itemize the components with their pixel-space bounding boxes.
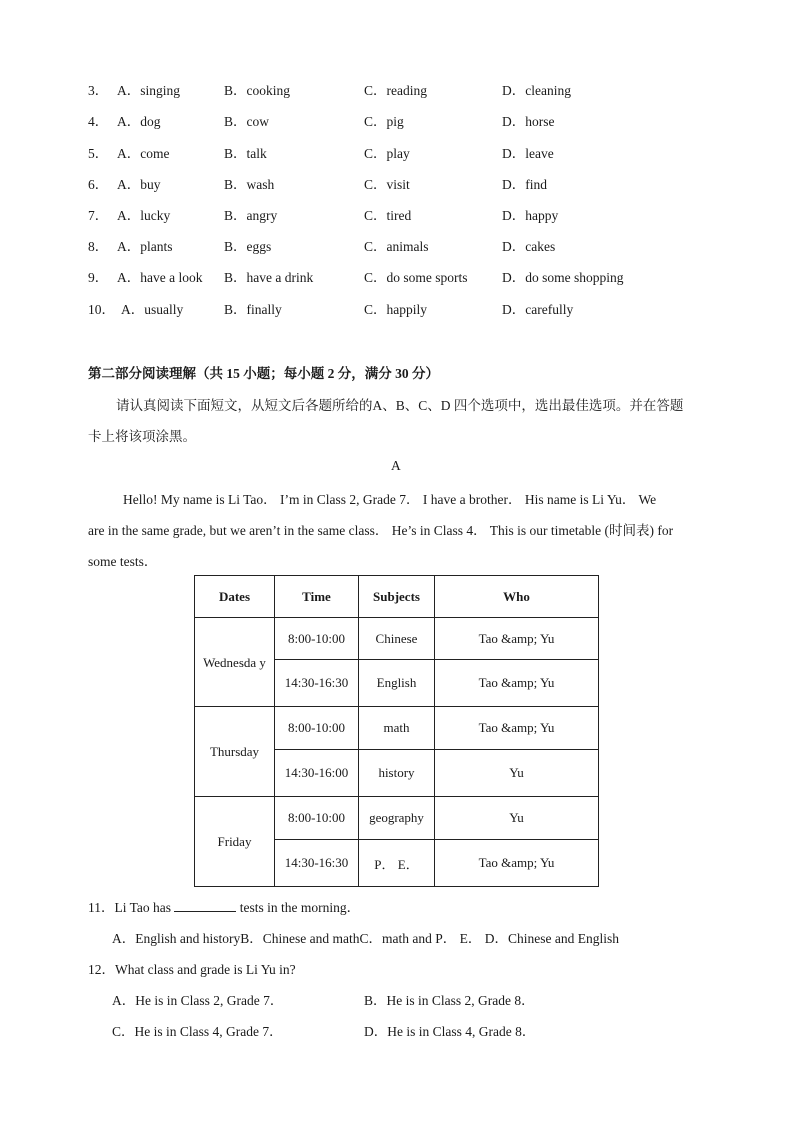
question-12-option-a: A．He is in Class 2, Grade 7．	[112, 993, 284, 1008]
time-cell: 8:00-10:00	[275, 797, 359, 840]
header-subjects: Subjects	[359, 576, 435, 618]
option-b: B．talk	[224, 146, 267, 161]
option-a: A．have a look	[117, 270, 203, 285]
question-number: 7．	[88, 208, 109, 223]
question-11-stem-end: tests in the morning．	[239, 900, 361, 915]
subject-cell: geography	[359, 797, 435, 840]
subject-cell: math	[359, 707, 435, 750]
subject-cell: P． E．	[359, 840, 435, 887]
time-cell: 14:30-16:30	[275, 660, 359, 707]
passage-line: Hello! My name is Li Tao． I’m in Class 2, Grade 7． I have a brother． His name is Li Yu． We	[123, 492, 657, 507]
option-a: A．buy	[117, 177, 161, 192]
option-b: B．have a drink	[224, 270, 314, 285]
passage-line: are in the same grade, but we aren’t in the same class． He’s in Class 4． This is our timetable (时间表) for	[88, 523, 674, 538]
day-cell: Friday	[195, 797, 275, 887]
question-12-stem: 12．What class and grade is Li Yu in?	[88, 962, 296, 977]
option-d: D．find	[502, 177, 547, 192]
subject-cell: Chinese	[359, 618, 435, 660]
option-a: A．plants	[117, 239, 173, 254]
passage-label: A	[391, 458, 401, 473]
option-d: D．do some shopping	[502, 270, 624, 285]
option-a: A．lucky	[117, 208, 171, 223]
header-time: Time	[275, 576, 359, 618]
time-cell: 8:00-10:00	[275, 618, 359, 660]
question-11-options: A．English and historyB．Chinese and mathC．math and P． E． D．Chinese and English	[112, 931, 619, 946]
time-cell: 14:30-16:00	[275, 750, 359, 797]
day-cell	[195, 618, 275, 707]
time-cell: 8:00-10:00	[275, 707, 359, 750]
option-c: C．do some sports	[364, 270, 468, 285]
question-number: 6．	[88, 177, 109, 192]
option-b: B．finally	[224, 302, 282, 317]
subject-cell: English	[359, 660, 435, 707]
section-heading: 第二部分阅读理解（共 15 小题；每小题 2 分，满分 30 分）	[88, 366, 439, 381]
option-d: D．leave	[502, 146, 554, 161]
question-12-option-d: D．He is in Class 4, Grade 8．	[364, 1024, 536, 1039]
question-number: 5．	[88, 146, 109, 161]
option-d: D．cakes	[502, 239, 556, 254]
question-number: 9．	[88, 270, 109, 285]
who-cell: Tao &amp; Yu	[435, 618, 599, 660]
option-b: B．cooking	[224, 83, 290, 98]
option-a: A．come	[117, 146, 170, 161]
option-c: C．reading	[364, 83, 427, 98]
option-b: B．wash	[224, 177, 275, 192]
day-label: Wednesda y	[203, 654, 266, 670]
option-a: A．dog	[117, 114, 161, 129]
time-cell: 14:30-16:30	[275, 840, 359, 887]
option-c: C．animals	[364, 239, 429, 254]
who-cell: Yu	[435, 750, 599, 797]
option-c: C．visit	[364, 177, 410, 192]
who-cell: Yu	[435, 797, 599, 840]
instruction-line: 请认真阅读下面短文，从短文后各题所给的A、B、C、D 四个选项中，选出最佳选项。并在答题	[116, 398, 684, 413]
option-d: D．carefully	[502, 302, 574, 317]
question-number: 3．	[88, 83, 109, 98]
option-a: A．usually	[121, 302, 184, 317]
option-c: C．tired	[364, 208, 412, 223]
subject-cell: history	[359, 750, 435, 797]
question-number: 8．	[88, 239, 109, 254]
who-cell: Tao &amp; Yu	[435, 707, 599, 750]
answer-blank	[174, 897, 236, 912]
option-c: C．pig	[364, 114, 404, 129]
option-d: D．cleaning	[502, 83, 571, 98]
option-c: C．play	[364, 146, 410, 161]
question-number: 10．	[88, 302, 115, 317]
header-dates: Dates	[195, 576, 275, 618]
question-11-stem-start: 11．Li Tao has	[88, 900, 172, 915]
question-11-stem	[88, 896, 360, 916]
option-c: C．happily	[364, 302, 427, 317]
option-a: A．singing	[117, 83, 181, 98]
option-b: B．angry	[224, 208, 278, 223]
header-who: Who	[435, 576, 599, 618]
who-cell: Tao &amp; Yu	[435, 840, 599, 887]
question-number: 4．	[88, 114, 109, 129]
option-d: D．horse	[502, 114, 555, 129]
option-b: B．cow	[224, 114, 269, 129]
instruction-line: 卡上将该项涂黑。	[88, 429, 196, 444]
timetable	[194, 575, 599, 887]
who-cell: Tao &amp; Yu	[435, 660, 599, 707]
question-12-option-b: B．He is in Class 2, Grade 8．	[364, 993, 535, 1008]
option-b: B．eggs	[224, 239, 272, 254]
option-d: D．happy	[502, 208, 559, 223]
question-12-option-c: C．He is in Class 4, Grade 7．	[112, 1024, 283, 1039]
day-cell: Thursday	[195, 707, 275, 797]
passage-line: some tests．	[88, 554, 158, 569]
